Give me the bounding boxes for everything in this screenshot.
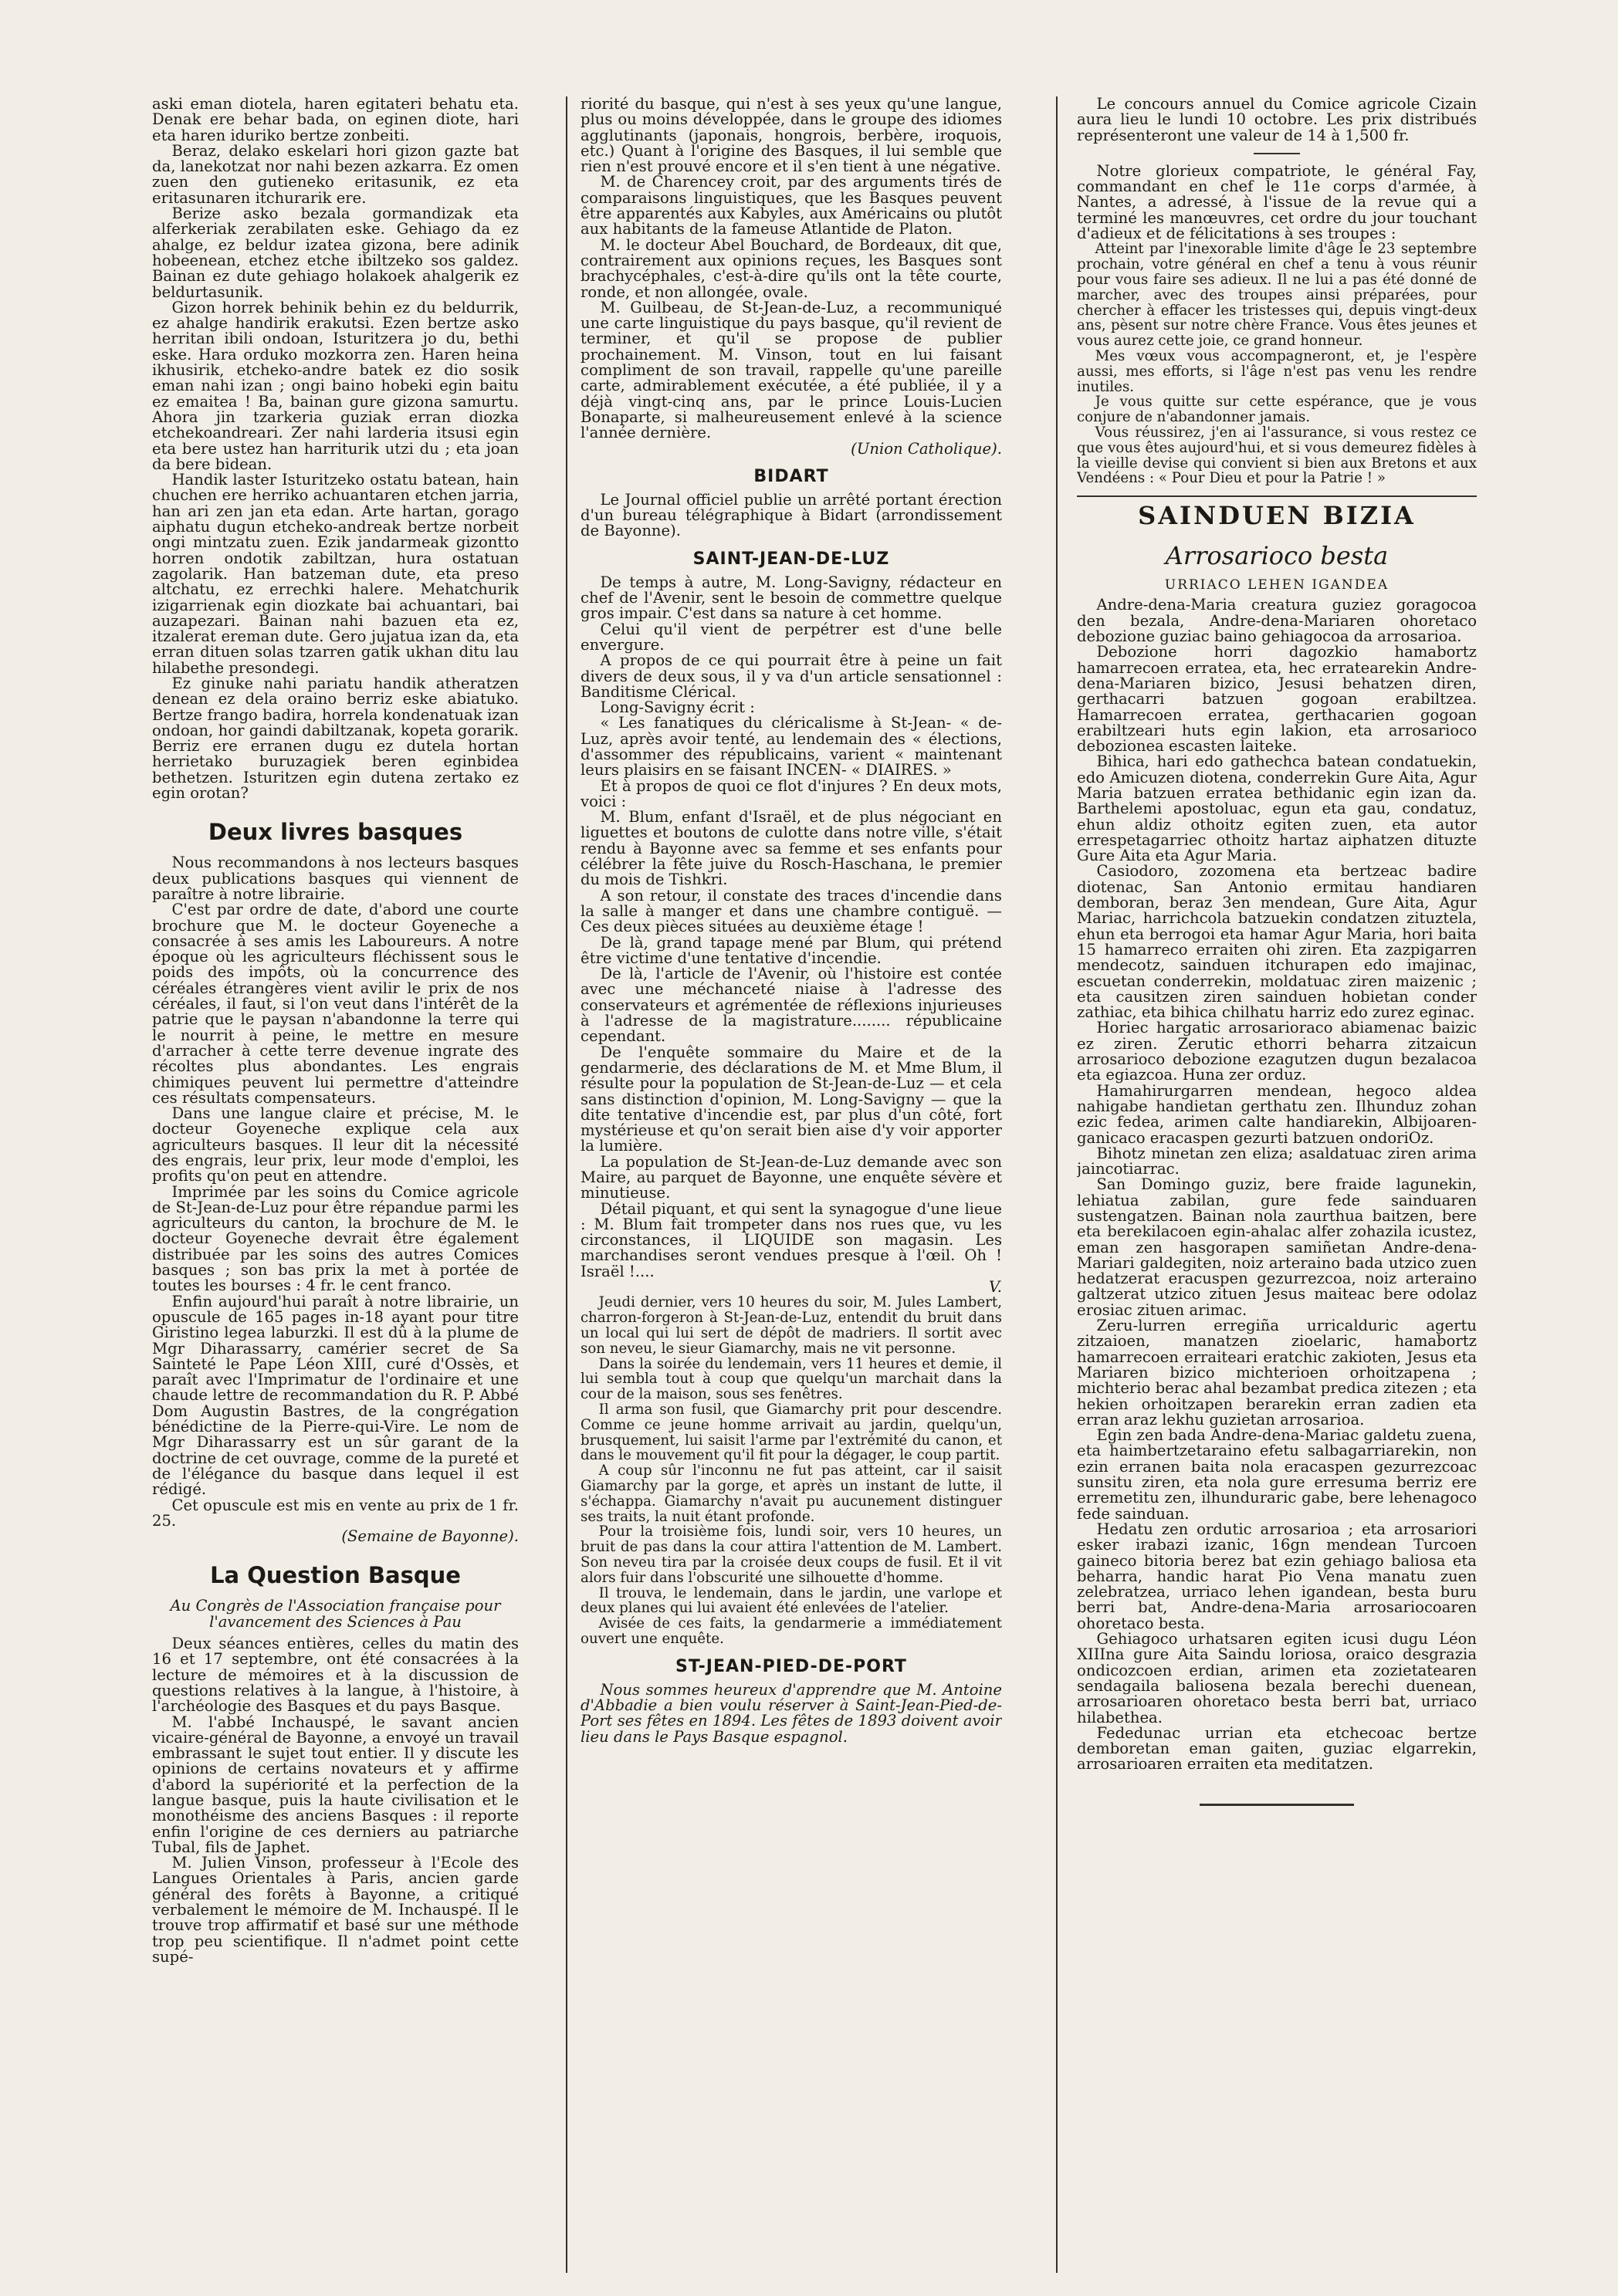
article-title-question: La Question Basque — [210, 1562, 461, 1589]
end-rule — [1200, 1804, 1354, 1806]
sjl-paragraph: « Les fanatiques du cléricalisme à St-Jean- « de-Luz, après avoir tenté, au lendemain des « élections, d'assommer des républicains, varient « maintenant leurs plaisirs en se faisant INCEN- « DIAIRES. » — [581, 714, 1002, 779]
arrosario-paragraph: San Domingo guziz, bere fraide lagunekin, lehiatua zabilan, gure fede sainduaren sustengatzen. Bainan nola zaurthua baitzen, bere eta berekilacoen egin-ahalac alfer zohazila icustez, eman zen hasgorapen samiñetan Andre-dena-Mariari galdegiten, noiz arteraino bada utzico zuen hedatzerat eracuspen gezurrezcoa, noiz arteraino galtzerat utzico zituen Jesus maiteac bere odolaz erosiac zituen arimac. — [1077, 1175, 1477, 1319]
column-rule-left — [566, 96, 567, 2273]
livres-paragraph: Dans une langue claire et précise, M. le docteur Goyeneche explique cela aux agriculteurs basques. Il leur dit la nécessité des engrais, leur prix, leur mode d'emploi, les profits qu'on peut en attendre. — [152, 1104, 519, 1185]
faits-paragraph: Dans la soirée du lendemain, vers 11 heures et demie, il lui sembla tout à coup que quelqu'un marchait dans la cour de la maison, sous ses fenêtres. — [581, 1355, 1002, 1403]
arrosario-paragraph: Gehiagoco urhatsaren egiten icusi dugu Léon XIIIna gure Aita Saindu loriosa, oraico desgrazia ondicozcoen erdian, arimen eta zozietatearen sendagaila baliosena bezala berechi duenean, arrosarioaren ohoretaco besta berri bat, urriaco hilabethea. — [1077, 1630, 1477, 1726]
arrosario-paragraph: Debozione horri dagozkio hamabortz hamarrecoen erratea, eta, hec erratearekin Andre-dena-Mariaren bizico, Jesusi behatzen diren, gerthacarri batzuen gogoan erabiltzea. Hamarrecoen erratea, gerthacarien gogoan erabiltzeari huts egin lakion, eta arrosarioco debozionea escasten laiteke. — [1077, 643, 1477, 756]
source-signature: (Union Catholique). — [851, 439, 1002, 458]
arrosario-paragraph: Fededunac urrian eta etchecoac bertze demboretan eman gaiten, guziac elgarrekin, arrosarioaren erraiten eta meditatzen. — [1077, 1723, 1477, 1774]
arrosario-paragraph: Egin zen bada Andre-dena-Mariac galdetu zuena, eta haimbertzetaraino efetu salbagarriarekin, non ezin erranen baita nola eracaspen gezurrezcoac sunsitu ziren, eta nola gure erresuma berriz ere erremetitu zen, ilhunduraric gabe, bere lehenagoco fede sainduan. — [1077, 1426, 1477, 1523]
question-continued: riorité du basque, qui n'est à ses yeux qu'une langue, plus ou moins développée, dans le groupe des idiomes agglutinants (japonais, hongrois, berbère, iroquois, etc.) Quant à l'origine des Basques, il lui semble que rien n'est prouvé encore et il s'en tient à une négative. — [581, 96, 1002, 176]
comice-paragraph: Le concours annuel du Comice agricole Cizain aura lieu le lundi 10 octobre. Les prix distribués représenteront une valeur de 14 à 1,500 fr. — [1077, 96, 1477, 144]
source-signature: (Semaine de Bayonne). — [341, 1527, 519, 1546]
section-banner: SAINDUEN BIZIA — [1077, 495, 1477, 534]
arrosario-paragraph: Andre-dena-Maria creatura guziez goragocoa den bezala, Andre-dena-Mariaren ohoretaco debozione guziac baino gehiagocoa da arrosarioa. — [1077, 596, 1477, 646]
arrosario-paragraph: Zeru-lurren erregiña urricalduric agertu zitzaioen, manatzen zioelaric, hamabortz hamarrecoen erraiteari eratchic zakioten, Jesus eta Mariaren bizico michterioen orhoitzapena ; michterio berac ahal bezambat predica zitezen ; eta hekien orhoitzapen berarekin erran zadien eta erran araz lekhu guzietan arrosarioa. — [1077, 1317, 1477, 1429]
arrosario-paragraph: Hedatu zen ordutic arrosarioa ; eta arrosariori esker irabazi izanic, 16gn mendean Turcoen gaineco bitoria berez bat ezin gehiago baliosa eta beharra, handic harat Pio Vena manatu zuen zelebratzea, urriaco lehen igandean, besta buru berri bat, Andre-dena-Maria arrosariocoaren ohoretaco besta. — [1077, 1520, 1477, 1632]
bidart-paragraph: Le Journal officiel publie un arrêté portant érection d'un bureau télégraphique à Bidart (arrondissement de Bayonne). — [581, 490, 1002, 540]
question-paragraph: Deux séances entières, celles du matin des 16 et 17 septembre, ont été consacrées à la lecture de mémoires et à la discussion de questions relatives à la langue, à l'histoire, à l'archéologie des Basques et du pays Basque. — [152, 1635, 519, 1716]
livres-paragraph: Cet opuscule est mis en vente au prix de 1 fr. 25. — [152, 1496, 519, 1530]
column-left — [152, 96, 519, 2273]
fay-quote: Vous réussirez, j'en ai l'assurance, si vous restez ce que vous êtes aujourd'hui, et si vous demeurez fidèles à la vieille devise qui convient si bien aux Bretons et aux Vendéens : « Pour Dieu et pour la Patrie ! » — [1077, 424, 1477, 487]
fay-quote: Je vous quitte sur cette espérance, que je vous conjure de n'abandonner jamais. — [1077, 394, 1477, 426]
basque-paragraph: aski eman diotela, haren egitateri behatu eta. Denak ere behar bada, on eginen diote, hari eta haren iduriko bertze zonbeiti. — [152, 96, 519, 144]
arrosario-paragraph: Hamahirurgarren mendean, hegoco aldea nahigabe handietan gerthatu zen. Ilhunduz zohan ezic fedea, arimen calte handiarekin, Albijoaren-ganicaco eracaspen gezurti batzuen ondoriOz. — [1077, 1081, 1477, 1147]
sjl-paragraph: Celui qu'il vient de perpétrer est d'une belle envergure. — [581, 620, 1002, 654]
sjl-paragraph: M. Blum, enfant d'Israël, et de plus négociant en liguettes et boutons de culotte dans notre ville, s'était rendu à Bayonne avec sa femme et ses enfants pour célébrer la fête juive du Rosch-Haschana, le premier du mois de Tishkri. — [581, 808, 1002, 889]
fay-quote: Atteint par l'inexorable limite d'âge le 23 septembre prochain, votre général en chef a tenu à vous réunir pour vous faire ses adieux. Il ne lui a pas été donné de marcher, avec des troupes ainsi préparées, pour chercher à effacer les tristesses qui, depuis vingt-deux ans, pèsent sur notre chère France. Vous êtes jeunes et vous aurez cette joie, ce grand honneur. — [1077, 241, 1477, 350]
faits-paragraph: Il trouva, le lendemain, dans le jardin, une varlope et deux planes qui lui avaient été enlevées de l'atelier. — [581, 1584, 1002, 1617]
basque-paragraph: Beraz, delako eskelari hori gizon gazte bat da, lanekotzat nor nahi bezen azkarra. Ez omen zuen den gutieneko eritasunik, ez eta eritasunaren itchurarik ere. — [152, 141, 519, 207]
sjl-paragraph: De l'enquête sommaire du Maire et de la gendarmerie, des déclarations de M. et Mme Blum, il résulte pour la population de St-Jean-de-Luz — et cela sans distinction d'opinion, M. Long-Savigny — que la dite tentative d'incendie est, par plus d'un côté, fort mystérieuse et qu'on serait bien aise d'y voir apporter la lumière. — [581, 1043, 1002, 1155]
sjl-paragraph: De là, grand tapage mené par Blum, qui prétend être victime d'une tentative d'incendie. — [581, 933, 1002, 967]
livres-paragraph: C'est par ordre de date, d'abord une courte brochure que M. le docteur Goyeneche a consacrée à ses amis les Laboureurs. A notre époque où les agriculteurs fléchissent sous le poids des impôts, où la concurrence des céréales étrangères vient avilir le prix de nos céréales, il faut, si l'on veut dans l'intérêt de la patrie que le paysan n'abandonne la terre qui le nourrit à peine, le mettre en mesure d'arracher à cette terre devenue ingrate des récoltes plus abondantes. Les engrais chimiques peuvent lui permettre d'atteindre ces résultats compensateurs. — [152, 901, 519, 1107]
faits-paragraph: A coup sûr l'inconnu ne fut pas atteint, car il saisit Giamarchy par la gorge, et après un instant de lutte, il s'échappa. Giamarchy n'avait pu aucunement distinguer ses traits, la nuit étant profonde. — [581, 1462, 1002, 1525]
basque-paragraph: Berize asko bezala gormandizak eta alferkeriak zerabilaten eske. Gehiago da ez ahalge, ez beldur izatea gizona, bere adinik hobeenean, etchez etche ibiltzeko sos galdez. Bainan ez dute gehiago holakoek ahalgerik ez beldurtasunik. — [152, 205, 519, 301]
article-title-livres: Deux livres basques — [208, 819, 463, 846]
sjl-paragraph: Et à propos de quoi ce flot d'injures ? En deux mots, voici : — [581, 776, 1002, 810]
sjl-paragraph: La population de St-Jean-de-Luz demande avec son Maire, au parquet de Bayonne, une enquête sévère et minutieuse. — [581, 1152, 1002, 1202]
basque-paragraph: Handik laster Isturitzeko ostatu batean, hain chuchen ere herriko achuantaren etchen jarria, han ari zen jan eta edan. Arte hartan, gorago aiphatu dugun etcheko-andreak bertze norbeit ongi mintzatu zuen. Ezik jandarmeak gizontto horren ondotik zabiltzan, hura ostatuan zagolarik. Han batzeman dute, eta preso altchatu, ez errechki halere. Mehatchurik izigarrienak egin diozkate bai achuantari, bai auzapezari. Bainan nahi bazuen eta ez, itzalerat ereman dute. Gero jujatua izan da, eta erran dituen solas tzarren gatik ukhan ditu lau hilabethe presondegi. — [152, 471, 519, 677]
question-paragraph: M. Julien Vinson, professeur à l'Ecole des Langues Orientales à Paris, ancien garde général des forêts à Bayonne, a critiqué verbalement le mémoire de M. Inchauspé. Il le trouve trop affirmatif et basé sur une méthode trop peu scientifique. Il n'admet point cette supé- — [152, 1854, 519, 1966]
fay-quote: Mes vœux vous accompagneront, et, je l'espère aussi, mes efforts, si l'âge n'est pas venu les rendre inutiles. — [1077, 347, 1477, 395]
sjl-paragraph: De là, l'article de l'Avenir, où l'histoire est contée avec une méchanceté niaise à l'adresse des conservateurs et agrémentée de réflexions injurieuses à l'adresse de la magistrature........ républicaine cependant. — [581, 965, 1002, 1046]
column-middle — [581, 96, 1002, 2273]
arrosario-paragraph: Casiodoro, zozomena eta bertzeac badire diotenac, San Antonio ermitau handiaren demboran, beraz 3en mendean, Gure Aita, Agur Mariac, harrichcola batzuekin condatzen zituztela, ehun eta berrogoi eta hamar Agur Maria, hori baita 15 hamarreco erraiten ohi ziren. Eta zazpigarren mendecotz, sainduen itchurapen edo imajinac, escuetan conderrekin, moldatuac ziren maizenic ; eta causitzen ziren sainduen hobietan conder zathiac, eta bihica chilhatu harriz edo zurez eginac. — [1077, 862, 1477, 1022]
section-title-sjl: SAINT-JEAN-DE-LUZ — [692, 549, 890, 569]
faits-paragraph: Avisée de ces faits, la gendarmerie a immédiatement ouvert une enquête. — [581, 1615, 1002, 1647]
section-date-line: URRIACO LEHEN IGANDEA — [1164, 577, 1390, 593]
section-banner-subtitle: Arrosarioco besta — [1165, 541, 1389, 571]
column-right — [1077, 96, 1477, 2273]
livres-paragraph: Imprimée par les soins du Comice agricole de St-Jean-de-Luz pour être répandue parmi les agriculteurs du canton, la brochure de M. le docteur Goyeneche devrait être également distribuée par les soins des autres Comices basques ; son bas prix la met à portée de toutes les bourses : 4 fr. le cent franco. — [152, 1182, 519, 1295]
question-continued: M. Guilbeau, de St-Jean-de-Luz, a recommuniqué une carte linguistique du pays basque, qu'il revient de terminer, et qu'il se propose de publier prochainement. M. Vinson, tout en lui faisant compliment de son travail, rappelle qu'une pareille carte, admirablement exécutée, a été publiée, il y a déjà vingt-cinq ans, par le prince Louis-Lucien Bonaparte, si malheureusement enlevé à la science l'année dernière. — [581, 298, 1002, 442]
sjl-paragraph: A son retour, il constate des traces d'incendie dans la salle à manger et dans une chambre contiguë. — Ces deux pièces situées au deuxième étage ! — [581, 886, 1002, 936]
sjl-paragraph: Long-Savigny écrit : — [600, 698, 755, 717]
sjl-paragraph: De temps à autre, M. Long-Savigny, rédacteur en chef de l'Avenir, sent le besoin de commettre quelque gros impair. C'est dans sa nature à cet homme. — [581, 573, 1002, 623]
fay-paragraph: Notre glorieux compatriote, le général Fay, commandant en chef le 11e corps d'armée, à Nantes, a adressé, à l'issue de la revue qui a terminé les manœuvres, cet ordre du jour touchant d'adieux et de félicitations à ses troupes : — [1077, 161, 1477, 243]
section-title-sjpp: ST-JEAN-PIED-DE-PORT — [675, 1656, 907, 1676]
arrosario-paragraph: Bihica, hari edo gathechca batean condatuekin, edo Amicuzen diotena, conderrekin Gure Aita, Agur Maria batzuen erratea bethidanic egin izan da. Barthelemi apostoluac, egun eta gau, condatuz, ehun aldiz othoitz egiten zuen, eta autor errespetagarriec othoitz hartaz aiphatzen dituzte Gure Aita eta Agur Maria. — [1077, 752, 1477, 865]
faits-paragraph: Pour la troisième fois, lundi soir, vers 10 heures, un bruit de pas dans la cour attira l'attention de M. Lambert. Son neveu tira par la croisée deux coups de fusil. Et il vit alors fuir dans l'obscurité une silhouette d'homme. — [581, 1523, 1002, 1586]
sjl-paragraph: Détail piquant, et qui sent la synagogue d'une lieue : M. Blum fait trompeter dans nos rues que, vu les circonstances, il LIQUIDE son magasin. Les marchandises seront vendues presque à l'œil. Oh ! Israël !.... — [581, 1199, 1002, 1280]
livres-paragraph: Enfin aujourd'hui paraît à notre librairie, un opuscule de 165 pages in-18 ayant pour titre Giristino legea laburzki. Il est dû à la plume de Mgr Diharassarry, camérier secret de Sa Sainteté le Pape Léon XIII, curé d'Ossès, et paraît avec l'Imprimatur de l'ordinaire et une chaude lettre de recommandation du R. P. Abbé Dom Augustin Bastres, de la congrégation bénédictine de la Pierre-qui-Vire. Le nom de Mgr Diharassarry est un sûr garant de la doctrine de cet ouvrage, comme de la pureté et de l'élégance du basque dans lequel il est rédigé. — [152, 1292, 519, 1499]
question-continued: M. le docteur Abel Bouchard, de Bordeaux, dit que, contrairement aux opinions reçues, les Basques sont brachycéphales, c'est-à-dire qu'ils ont la tête courte, ronde, et non allongée, ovale. — [581, 235, 1002, 301]
basque-paragraph: Gizon horrek behinik behin ez du beldurrik, ez ahalge handirik erakutsi. Ezen bertze asko herritan ibili ondoan, Isturitzera jo du, bethi eske. Hara orduko mozkorra zen. Haren heina ikhusirik, etcheko-andre batek ez dio sosik eman nahi izan ; ongi baino hobeki egin baitu ez emaitea ! Ba, bainan gure gizona samurtu. Ahora jin tzarkeria guziak erran diozka etchekoandreari. Zer nahi larderia itsusi egin eta bere ustez han harriturik utzi du ; eta joan da bere bidean. — [152, 298, 519, 473]
arrosario-paragraph: Bihotz minetan zen eliza; asaldatuac ziren arima jaincotiarrac. — [1077, 1144, 1477, 1178]
separator — [1254, 153, 1300, 154]
sjl-signature: V. — [989, 1278, 1002, 1297]
faits-paragraph: Il arma son fusil, que Giamarchy prit pour descendre. Comme ce jeune homme arrivait au jardin, quelqu'un, brusquement, lui saisit l'arme par l'extrémité du canon, et dans le mouvement qu'il fit pour la dégager, le coup partit. — [581, 1401, 1002, 1464]
livres-paragraph: Nous recommandons à nos lecteurs basques deux publications basques qui viennent de paraître à notre librairie. — [152, 854, 519, 903]
sjl-paragraph: A propos de ce qui pourrait être à peine un fait divers de deux sous, il y va d'un article sensationnel : Banditisme Clérical. — [581, 651, 1002, 701]
faits-paragraph: Jeudi dernier, vers 10 heures du soir, M. Jules Lambert, charron-forgeron à St-Jean-de-Luz, entendit du bruit dans un local qui lui sert de dépôt de madriers. Il sortit avec son neveu, le sieur Giamarchy, mais ne vit personne. — [581, 1294, 1002, 1357]
question-paragraph: M. l'abbé Inchauspé, le savant ancien vicaire-général de Bayonne, a envoyé un travail embrassant le sujet tout entier. Il y discute les opinions de certains novateurs et y affirme d'abord la supériorité et la perfection de la langue basque, puis la haute civilisation et le monothéisme des anciens Basques : il reporte enfin l'origine de ces derniers au patriarche Tubal, fils de Japhet. — [152, 1713, 519, 1856]
sjpp-paragraph: Nous sommes heureux d'apprendre que M. Antoine d'Abbadie a bien voulu réserver à Saint-Jean-Pied-de-Port ses fêtes en 1894. Les fêtes de 1893 doivent avoir lieu dans le Pays Basque espagnol. — [581, 1680, 1002, 1746]
basque-paragraph: Ez ginuke nahi pariatu handik atheratzen denean ez dela oraino berriz eske abiatuko. Bertze frango badira, horrela kondenatuak izan ondoan, hor gaindi dabiltzanak, kopeta gorarik. Berriz ere erranen dugu ez dutela hortan herrietako buruzagiek beren eginbidea bethetzen. Isturitzen egin dutena zertako ez egin orotan? — [152, 674, 519, 803]
article-subtitle: Au Congrès de l'Association française pour l'avancement des Sciences à Pau — [170, 1597, 501, 1631]
column-rule-right — [1056, 96, 1058, 2273]
section-title-bidart: BIDART — [753, 466, 829, 486]
question-continued: M. de Charencey croit, par des arguments tirés de comparaisons linguistiques, que les Basques peuvent être apparentés aux Kabyles, aux Américains ou plutôt aux habitants de la fameuse Atlantide de Platon. — [581, 173, 1002, 238]
arrosario-paragraph: Horiec hargatic arrosarioraco abiamenac baizic ez ziren. Zerutic ethorri beharra zitzaicun arrosarioco debozione ezagutzen dugun bezalacoa eta egiazcoa. Huna zer orduz. — [1077, 1019, 1477, 1084]
